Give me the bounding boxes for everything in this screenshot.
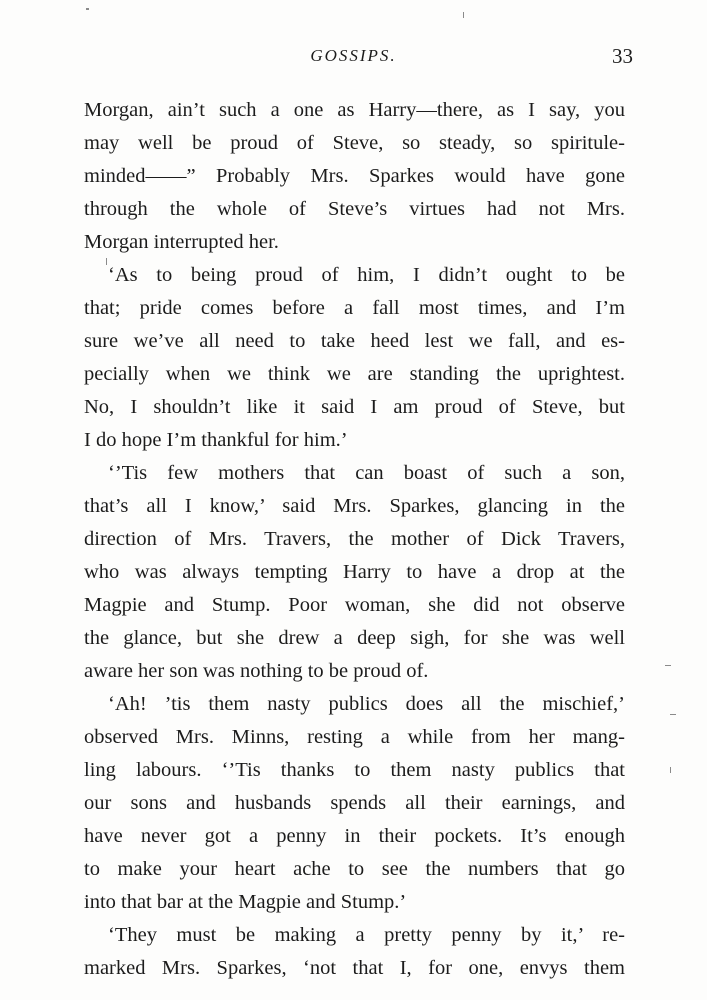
text-line: who was always tempting Harry to have a drop at the [84, 561, 625, 583]
text-line: have never got a penny in their pockets. It’s enough [84, 825, 625, 847]
text-line: marked Mrs. Sparkes, ‘not that I, for one, envys them [84, 957, 625, 979]
text-line: minded——” Probably Mrs. Sparkes would have gone [84, 165, 625, 187]
running-title: GOSSIPS. [310, 46, 397, 65]
text-line: I do hope I’m thankful for him.’ [84, 429, 348, 451]
page-number: 33 [612, 44, 633, 68]
text-line: into that bar at the Magpie and Stump.’ [84, 891, 407, 913]
print-speck [86, 8, 89, 10]
text-line: observed Mrs. Minns, resting a while from her mang- [84, 726, 625, 748]
text-line: Magpie and Stump. Poor woman, she did not observe [84, 594, 625, 616]
print-speck [670, 714, 676, 715]
text-line: that’s all I know,’ said Mrs. Sparkes, glancing in the [84, 495, 625, 517]
text-line: through the whole of Steve’s virtues had not Mrs. [84, 198, 625, 220]
text-line: aware her son was nothing to be proud of. [84, 660, 429, 682]
print-speck [670, 767, 671, 773]
text-line: direction of Mrs. Travers, the mother of Dick Travers, [84, 528, 625, 550]
text-line: ‘As to being proud of him, I didn’t ought to be [108, 264, 625, 286]
text-line: that; pride comes before a fall most times, and I’m [84, 297, 625, 319]
text-line: Morgan, ain’t such a one as Harry—there, as I say, you [84, 99, 625, 121]
text-line: to make your heart ache to see the numbers that go [84, 858, 625, 880]
print-speck [665, 665, 671, 666]
text-line: may well be proud of Steve, so steady, so spiritule- [84, 132, 625, 154]
body-text [84, 94, 625, 985]
text-line: pecially when we think we are standing the uprightest. [84, 363, 625, 385]
print-speck [463, 12, 464, 18]
text-line: ling labours. ‘’Tis thanks to them nasty publics that [84, 759, 625, 781]
text-line: the glance, but she drew a deep sigh, for she was well [84, 627, 625, 649]
page-header [84, 44, 633, 78]
text-line: ‘’Tis few mothers that can boast of such a son, [108, 462, 625, 484]
text-line: ‘Ah! ’tis them nasty publics does all the mischief,’ [108, 693, 625, 715]
text-line: Morgan interrupted her. [84, 231, 279, 253]
text-line: our sons and husbands spends all their earnings, and [84, 792, 625, 814]
text-line: sure we’ve all need to take heed lest we fall, and es- [84, 330, 625, 352]
text-line: No, I shouldn’t like it said I am proud of Steve, but [84, 396, 625, 418]
text-line: ‘They must be making a pretty penny by it,’ re- [108, 924, 625, 946]
